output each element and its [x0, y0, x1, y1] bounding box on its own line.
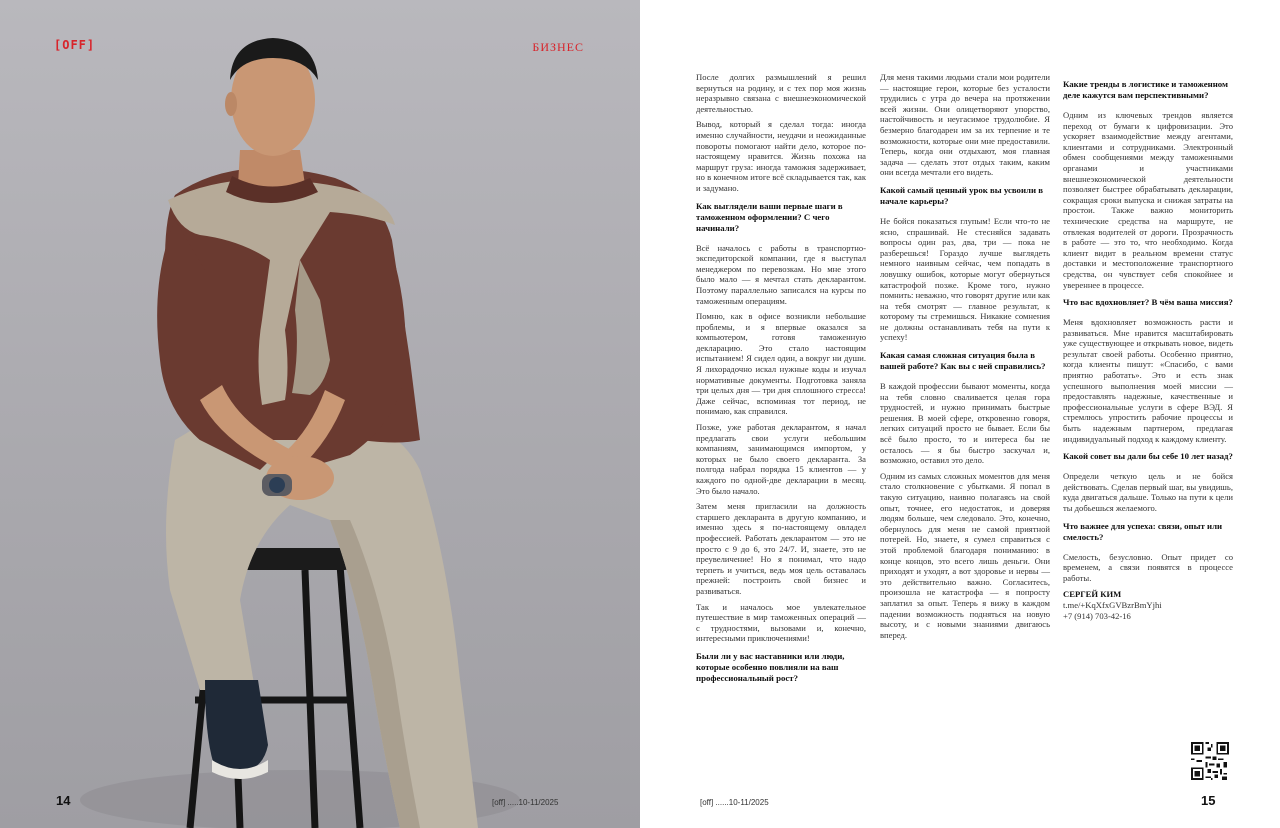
- question-heading: Какой самый ценный урок вы усвоили в начале карьеры?: [880, 184, 1043, 206]
- answer-paragraph: Определи четкую цель и не бойся действовать. Сделав первый шаг, вы увидишь, куда двигаться дальше. Только на пути к цели ты добьешься желаемого.: [1063, 471, 1233, 513]
- right-page: [640, 0, 1280, 828]
- page-number-left: 14: [56, 793, 71, 808]
- answer-paragraph: Всё началось с работы в транспортно-экспедиторской компании, где я выступал менеджером по перевозкам. Но мне этого было мало — я мечтал стать декларантом. Поэтому параллельно записался на курсы по таможенным операциям.: [696, 242, 866, 306]
- answer-paragraph: В каждой профессии бывают моменты, когда на тебя словно сваливается целая гора трудностей, и нужно принимать быстрые решения. В моей сфере, откровенно говоря, легких ситуаций просто не бывает. Если бы всё было просто, то и интереса бы не осталось — я бы быстро заскучал и, возможно, оставил это дело.: [880, 381, 1050, 466]
- question-heading: Что важнее для успеха: связи, опыт или смелость?: [1063, 520, 1223, 542]
- question-heading: Какой совет вы дали бы себе 10 лет назад?: [1063, 451, 1233, 462]
- answer-paragraph: Помню, как в офисе возникли небольшие проблемы, и я впервые оказался за компьютером, готовя таможенную декларацию. Это стало настоящим испытанием! Я сидел один, а вокруг ни души. Я лихорадочно искал нужные коды и изучал нормативные документы. Подготовка заняла три целых дня — три дня сплошного стресса! Даже сейчас, вспоминая тот период, не понимаю, как справился.: [696, 311, 866, 417]
- answer-paragraph: Одним из ключевых трендов является переход от бумаги к цифровизации. Это ускоряет взаимодействие между агентами, клиентами и сотрудниками. Электронный обмен сообщениями между таможенными органами и участниками внешнеэкономической деятельности позволяет быстрее обрабатывать декларации, сокращая сроки выпуска и снижая затраты на простои. Также важно мониторить технические средства на маршруте, не отвлекая водителей от дороги. Прозрачность в работе — это то, что необходимо. Когда клиент видит в реальном времени статус доставки и местоположение транспортного средства, он чувствует себя спокойнее и увереннее в процессе.: [1063, 110, 1233, 290]
- answer-paragraph: Вывод, который я сделал тогда: иногда именно случайности, неудачи и неожиданные повороты помогают найти дело, которое по-настоящему нравится. Жизнь похожа на маршрут груза: иногда таможня задерживает, но в конечном итоге всё складывается так, как и задумано.: [696, 119, 866, 193]
- text-column-1: [696, 72, 866, 693]
- author-name: СЕРГЕЙ КИМ: [1063, 589, 1122, 600]
- text-column-3: [1063, 72, 1233, 622]
- author-signature: [1063, 589, 1233, 622]
- question-heading: Как выглядели ваши первые шаги в таможенном оформлении? С чего начинали?: [696, 200, 843, 233]
- text-column-3-body: [1063, 79, 1233, 583]
- answer-paragraph: Затем меня пригласили на должность старшего декларанта в другую компанию, и именно здесь я по-настоящему овладел профессией. Работать декларантом — это не просто с 9 до 6, это 24/7. И, знаете, это не преувеличение! Но я понимал, что надо терпеть и учиться, ведь моя цель оставалась прежней: построить свой бизнес и развиваться.: [696, 501, 866, 596]
- answer-paragraph: Позже, уже работая декларантом, я начал предлагать свои услуги небольшим компаниям, занимающимся импортом, у которых не было своего декларанта. За полгода набрал порядка 15 клиентов — у каждого по одной-две декларации в месяц. Это было начало.: [696, 422, 866, 496]
- magazine-brand: [OFF]: [54, 38, 96, 52]
- page-number-right: 15: [1201, 793, 1216, 808]
- answer-paragraph: Так и началось мое увлекательное путешествие в мир таможенных операций — с трудностями, вызовами и, конечно, интересными приключениями!: [696, 601, 866, 644]
- section-title: БИЗНЕС: [532, 40, 584, 54]
- answer-paragraph: Для меня такими людьми стали мои родители — настоящие герои, которые без усталости трудились с утра до вечера на протяжении всей жизни. Они олицетворяют упорство, настойчивость и неугасимое трудолюбие. Я безмерно благодарен им за их терпение и те возможности, которые они мне предоставили. Теперь, когда они отдыхают, моя главная задача — сделать этот отдых таким, каким они всегда мечтали его видеть.: [880, 72, 1050, 178]
- answer-paragraph: Смелость, безусловно. Опыт придет со временем, а связи появятся в процессе работы.: [1063, 551, 1233, 583]
- question-heading: Какая самая сложная ситуация была в вашей работе? Как вы с ней справились?: [880, 350, 1046, 372]
- author-link[interactable]: t.me/+KqXfxGVBzrBmYjhi: [1063, 600, 1162, 611]
- text-column-2: [880, 72, 1050, 645]
- footer-left: [off] .....10-11/2025: [492, 798, 559, 807]
- answer-paragraph: Не бойся показаться глупым! Если что-то не ясно, спрашивай. Не стесняйся задавать вопросы один раз, два, три — пока не разберешься! Гораздо лучше выглядеть немного наивным сейчас, чем попадать в ловушку ошибок, которые могут обернуться катастрофой позже. Кроме того, нужно помнить: неважно, что говорят другие или как на тебя смотрят — главное результат, к которому ты стремишься. Никакие сомнения не должны останавливать тебя на пути к успеху!: [880, 215, 1050, 343]
- answer-paragraph: После долгих размышлений я решил вернуться на родину, и с тех пор моя жизнь неразрывно связана с внешнеэкономической деятельностью.: [696, 72, 866, 114]
- answer-paragraph: Одним из самых сложных моментов для меня стало столкновение с убытками. Я попал в такую ситуацию, наивно полагаясь на свой опыт, точнее, его недостаток, и доверяя людям больше, чем следовало. Это, конечно, обернулось для меня не самой приятной потерей. Но, знаете, я сумел справиться с этой проблемой благодаря пониманию: в конце концов, это всего лишь деньги. Они приходят и уходят, а вот здоровье и нервы — это действительно важно. Согласитесь, произошла не катастрофа — я попросту заплатил за опыт. Теперь я вижу в каждом падении возможность подняться на новую высоту, и с новыми знаниями двигаюсь вперед.: [880, 470, 1050, 640]
- question-heading: Какие тренды в логистике и таможенном деле кажутся вам перспективными?: [1063, 79, 1228, 100]
- question-heading: Были ли у вас наставники или люди, которые особенно повлияли на ваш профессиональный рост?: [696, 650, 845, 683]
- qr-code-icon[interactable]: [1191, 742, 1229, 780]
- question-heading: Что вас вдохновляет? В чём ваша миссия?: [1063, 297, 1233, 308]
- author-phone: +7 (914) 703-42-16: [1063, 611, 1131, 622]
- answer-paragraph: Меня вдохновляет возможность расти и развиваться. Мне нравится масштабировать уже существующее и открывать новое, видеть результат своей работы. Особенно приятно, когда клиенты пишут: «Спасибо, с вами приятно работать». Это и есть знак успешного выполнения моей миссии — предоставлять надежные, качественные и профессиональные услуги в сфере ВЭД. Я стремлюсь упростить рабочие процессы и быть надежным партнером, предлагая индивидуальный подход к каждому клиенту.: [1063, 317, 1233, 444]
- footer-right: [off] ......10-11/2025: [700, 798, 769, 807]
